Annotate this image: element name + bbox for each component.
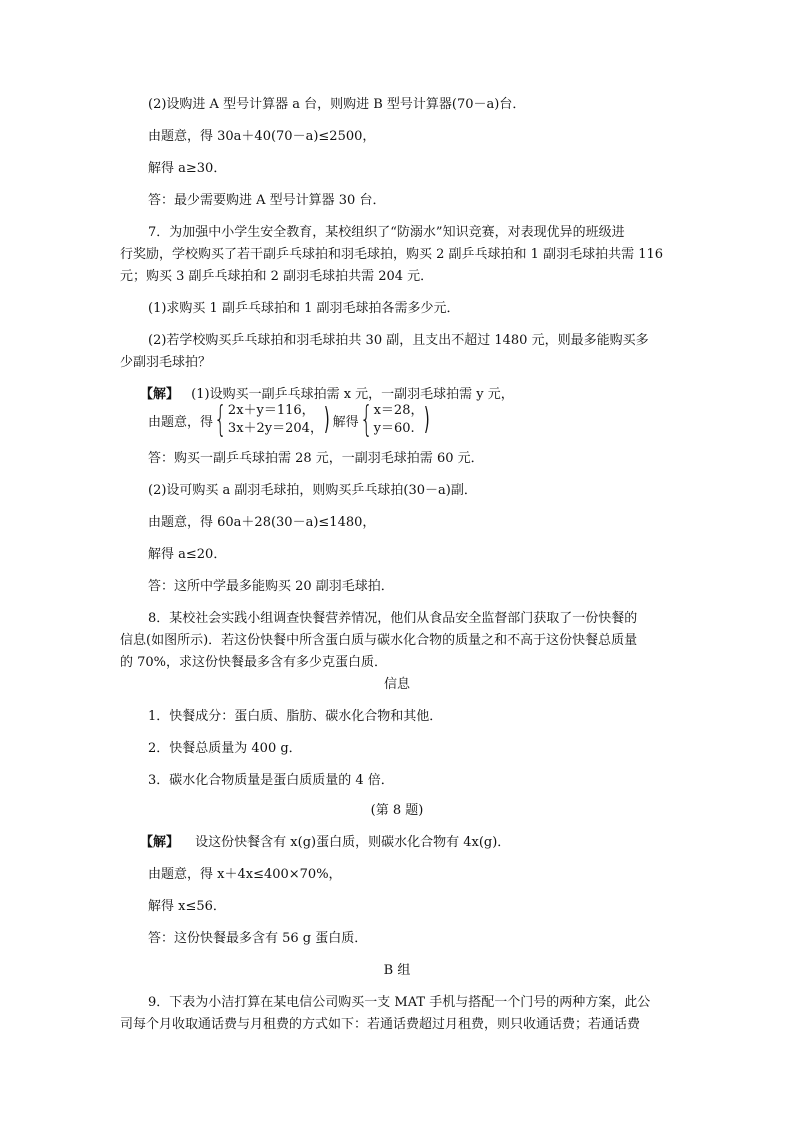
text-line: 答：最少需要购进 A 型号计算器 30 台． xyxy=(148,193,386,208)
equation-prefix: 由题意，得 xyxy=(148,414,214,430)
text-line: (2)设可购买 a 副羽毛球拍，则购买乒乓球拍(30－a)副． xyxy=(148,483,477,498)
text-line: 解得 a≥30． xyxy=(148,161,227,176)
question-7-line: 元；购买 3 副乒乓球拍和 2 副羽毛球拍共需 204 元． xyxy=(120,269,434,284)
question-7-part-2: (2)若学校购买乒乓球拍和羽毛球拍共 30 副，且支出不超过 1480 元，则最多能购买多 xyxy=(148,333,649,348)
question-7-line: 7．为加强中小学生安全教育，某校组织了“防溺水”知识竞赛，对表现优异的班级进 xyxy=(148,225,625,240)
solution-line xyxy=(140,834,510,852)
text-line: 由题意，得 60a＋28(30－a)≤1480， xyxy=(148,515,376,530)
solution-tag: 【解】 xyxy=(140,835,180,850)
info-title: 信息 xyxy=(383,677,410,692)
text-line: 答：这所中学最多能购买 20 副羽毛球拍． xyxy=(148,579,394,594)
text-line: 答：购买一副乒乓球拍需 28 元，一副羽毛球拍需 60 元． xyxy=(148,451,484,466)
equation-system-line xyxy=(148,399,433,440)
question-8-line: 8．某校社会实践小组调查快餐营养情况，他们从食品安全监督部门获取了一份快餐的 xyxy=(148,611,638,626)
question-8-line: 信息(如图所示)．若这份快餐中所含蛋白质与碳水化合物的质量之和不高于这份快餐总质量 xyxy=(120,633,638,648)
question-7-line: 行奖励，学校购买了若干副乒乓球拍和羽毛球拍，购买 2 副乒乓球拍和 1 副羽毛球拍共需 116 xyxy=(120,247,664,262)
group-heading: B 组 xyxy=(383,963,411,978)
question-8-line: 的 70%，求这份快餐最多含有多少克蛋白质． xyxy=(120,655,388,670)
solution-system xyxy=(374,402,424,438)
info-item: 3．碳水化合物质量是蛋白质质量的 4 倍． xyxy=(148,773,394,788)
question-9-line: 司每个月收取通话费与月租费的方式如下：若通话费超过月租费，则只收通话费；若通话费 xyxy=(120,1017,641,1032)
text-line: 解得 x≤56． xyxy=(148,899,226,914)
left-brace: { xyxy=(359,399,373,440)
paren: ) xyxy=(323,402,330,437)
solution-text: (1)设购买一副乒乓球拍需 x 元，一副羽毛球拍需 y 元， xyxy=(191,387,514,402)
question-7-part-2: 少副羽毛球拍？ xyxy=(120,355,212,370)
text-line: 由题意，得 30a＋40(70－a)≤2500， xyxy=(148,129,376,144)
left-brace: { xyxy=(214,399,227,440)
equation-system xyxy=(228,402,323,438)
result-2: y＝60. xyxy=(373,421,415,436)
equation-mid: 解得 xyxy=(332,414,359,430)
paren: ) xyxy=(424,402,431,437)
info-item: 1．快餐成分：蛋白质、脂肪、碳水化合物和其他． xyxy=(148,709,443,724)
question-9-line: 9．下表为小洁打算在某电信公司购买一支 MAT 手机与搭配一个门号的两种方案，此公 xyxy=(148,995,651,1010)
question-7-part-1: (1)求购买 1 副乒乓球拍和 1 副羽毛球拍各需多少元． xyxy=(148,301,460,316)
solution-tag: 【解】 xyxy=(140,387,180,402)
text-line: 由题意，得 x＋4x≤400×70%， xyxy=(148,867,342,882)
text-line: 答：这份快餐最多含有 56 g 蛋白质． xyxy=(148,931,368,946)
equation-2: 3x＋2y＝204， xyxy=(227,421,323,436)
equation-1: 2x＋y＝116， xyxy=(227,403,315,418)
result-1: x＝28， xyxy=(373,403,424,418)
figure-caption: (第 8 题) xyxy=(370,803,424,818)
info-item: 2．快餐总质量为 400 g． xyxy=(148,741,302,756)
text-line: 解得 a≤20． xyxy=(148,547,227,562)
text-line: (2)设购进 A 型号计算器 a 台，则购进 B 型号计算器(70－a)台． xyxy=(148,97,526,112)
solution-text: 设这份快餐含有 x(g)蛋白质，则碳水化合物有 4x(g)． xyxy=(195,835,511,850)
